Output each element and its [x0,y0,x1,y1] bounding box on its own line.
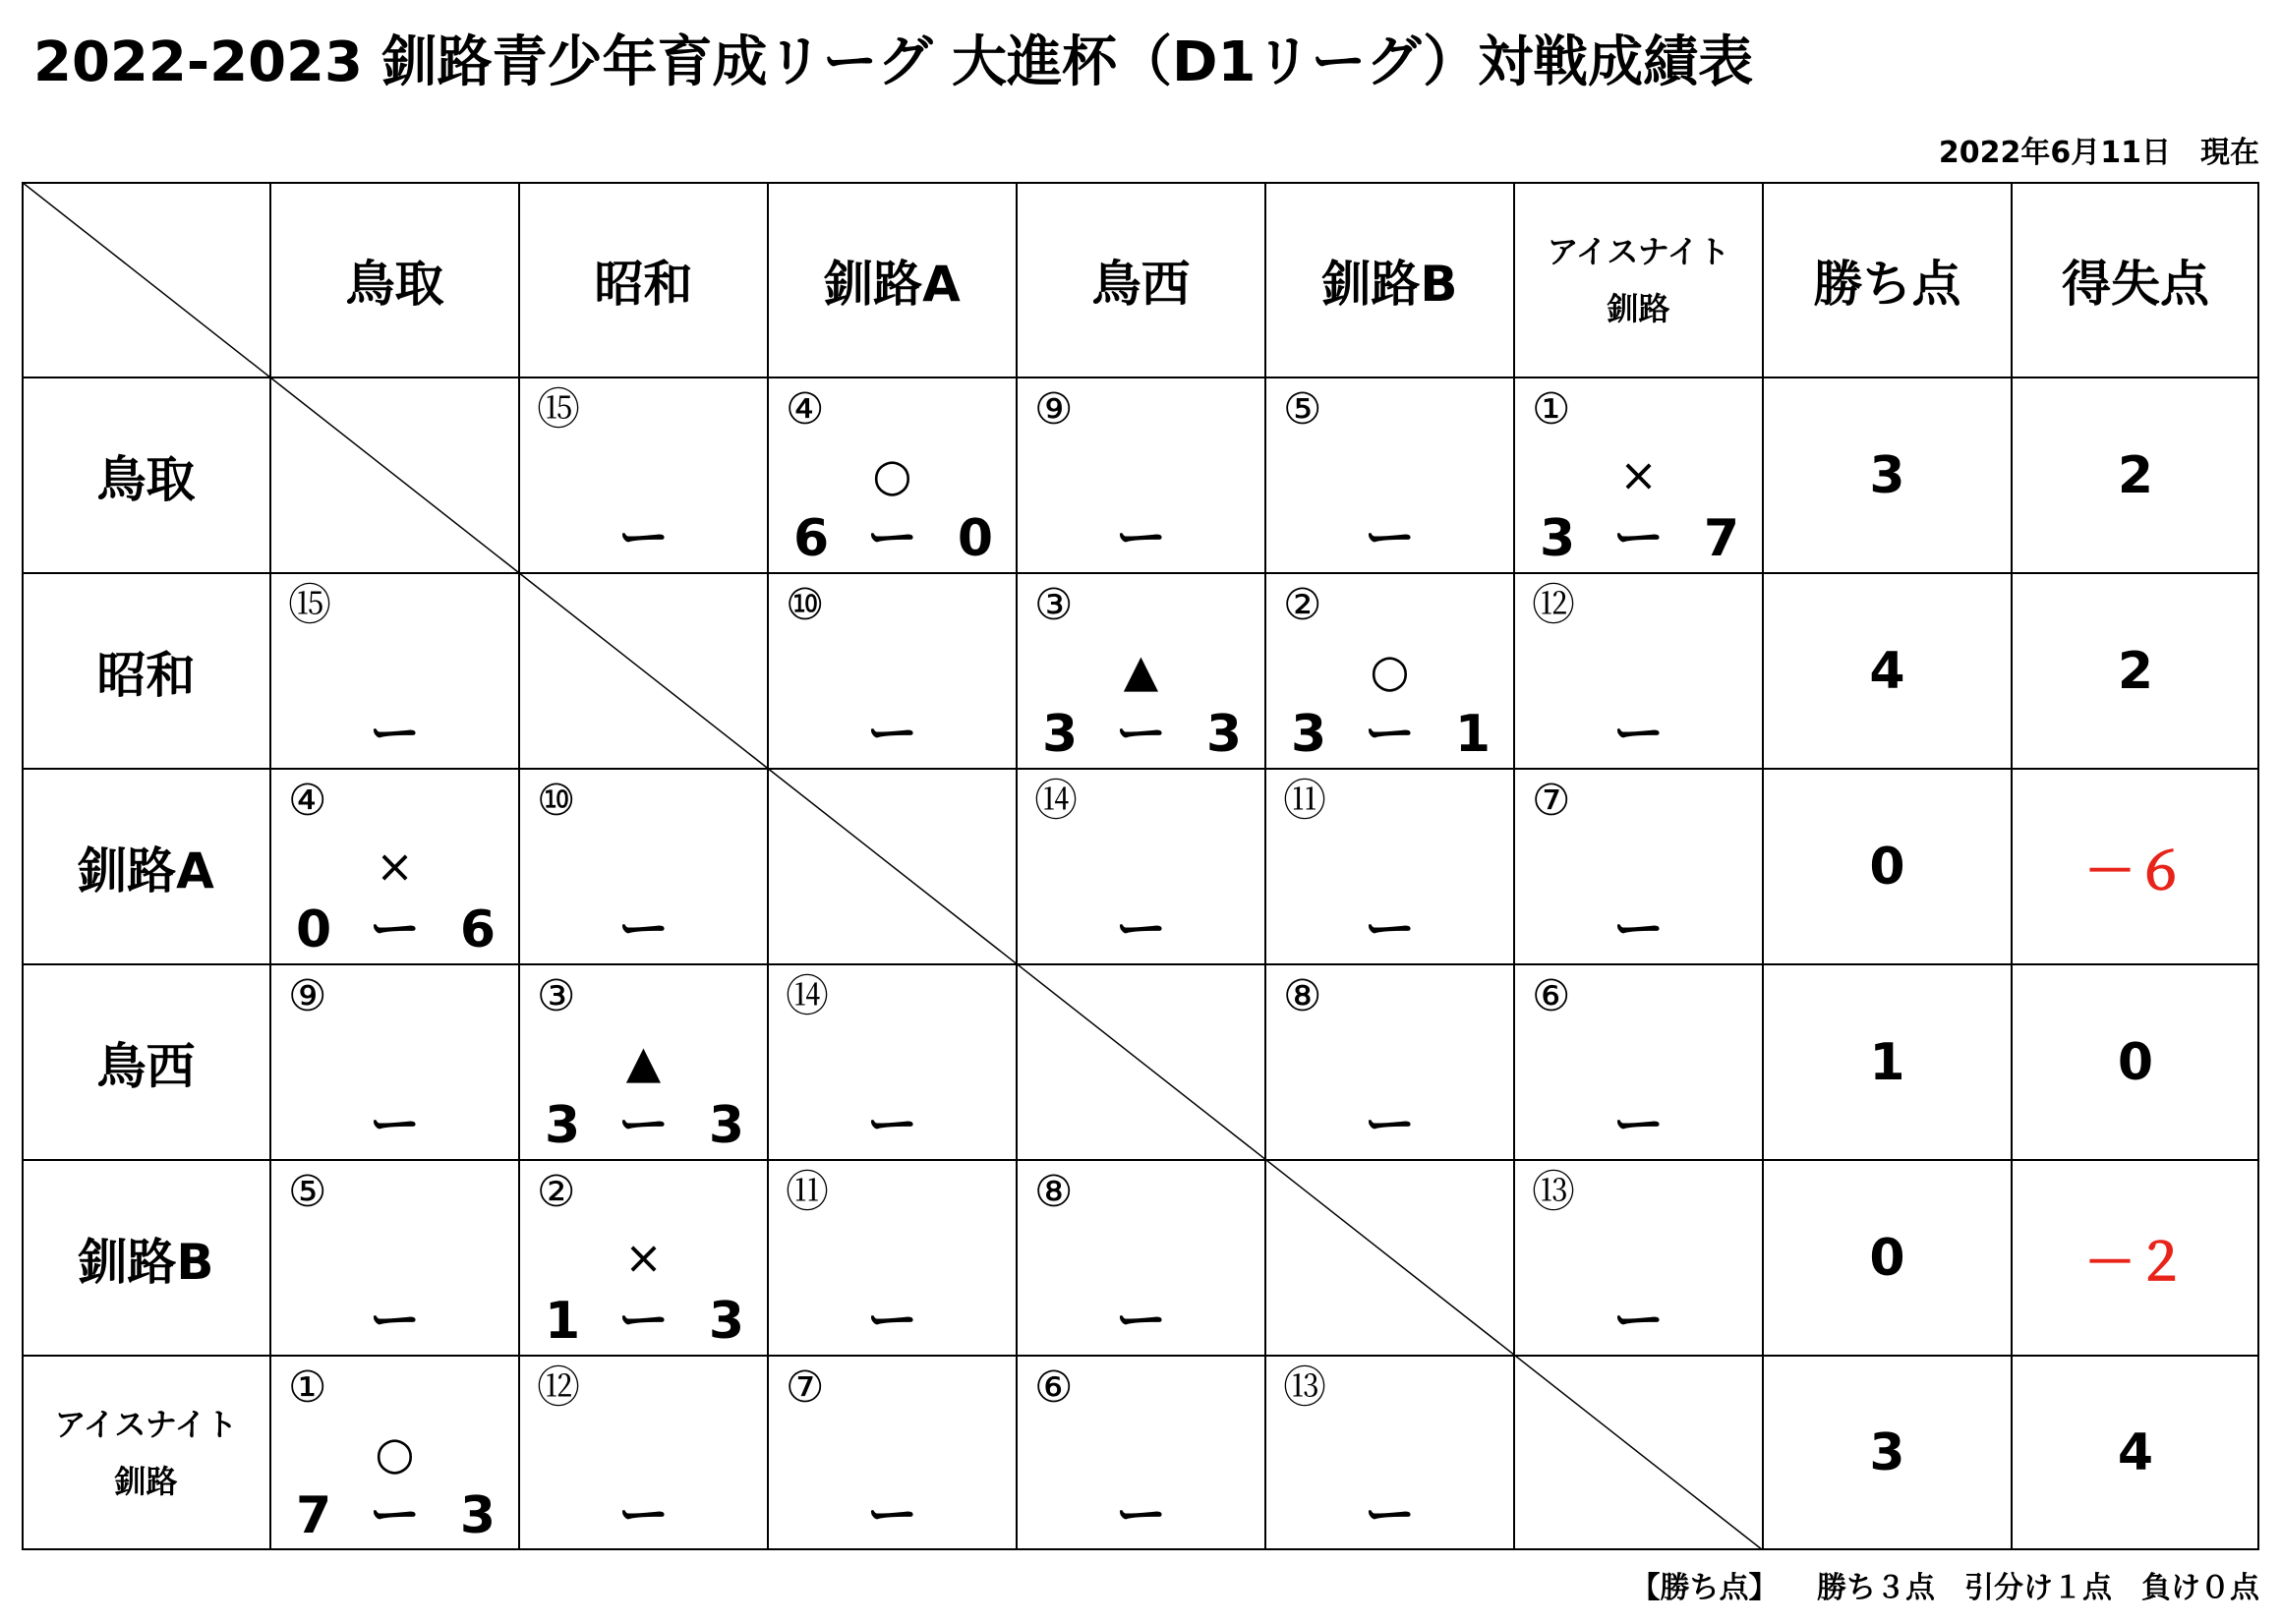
match-cell [768,1160,1017,1356]
score-right: 6 [459,900,496,959]
row-header-team: 鳥取 [96,450,196,508]
match-cell [1514,769,1763,964]
score-left: 3 [1291,705,1327,764]
match-cell [519,377,768,573]
match-cell [1514,1160,1763,1356]
match-score [270,1095,519,1156]
match-number: ② [537,1167,576,1217]
label-line: アイスナイト [1547,232,1730,270]
column-header: 勝ち点 [1813,255,1961,313]
match-cell [1265,964,1514,1160]
points-value: 0 [1869,1228,1905,1288]
result-mark: ○ [872,448,912,501]
match-cell [519,769,768,964]
match-cell [519,964,768,1160]
match-number: ⑫ [1532,580,1575,630]
match-number: ③ [537,971,576,1021]
points-value: 1 [1869,1032,1905,1092]
label-line: アイスナイト [54,1406,238,1443]
match-number: ⑮ [288,580,331,630]
match-cell [768,377,1017,573]
score-dash: ー [1612,509,1665,568]
match-number: ⑨ [1034,384,1074,435]
match-cell [1017,1356,1265,1550]
column-header: 鳥取 [345,255,444,313]
column-header: 昭和 [594,255,693,313]
score-dash: ー [617,900,670,959]
score-dash: ー [369,900,421,959]
points-value: 3 [1869,445,1905,505]
column-header: 釧路A [824,255,961,313]
match-number: ⑤ [1283,384,1322,435]
match-score [1514,508,1763,569]
score-dash: ー [369,1486,421,1545]
score-dash: ー [1612,900,1665,959]
match-score [1017,704,1265,765]
match-number: ④ [786,384,825,435]
match-score [1265,508,1514,569]
match-cell [270,769,519,964]
match-score [1265,1095,1514,1156]
match-number: ① [288,1363,327,1413]
score-left: 0 [296,900,332,959]
score-right: 3 [708,1292,744,1351]
match-score [519,899,768,960]
match-cell [1265,1356,1514,1550]
match-cell [768,1356,1017,1550]
match-cell [519,1160,768,1356]
score-left: 1 [545,1292,581,1351]
score-dash: ー [1364,1486,1416,1545]
match-cell [1265,769,1514,964]
match-score [519,1095,768,1156]
match-number: ⑭ [786,971,829,1021]
result-mark: ○ [1370,644,1410,697]
match-number: ⑬ [1283,1363,1326,1413]
match-cell [1514,573,1763,769]
self-cell [1017,964,1265,1160]
match-score [1017,1485,1265,1546]
match-cell [270,573,519,769]
goal-difference-value: 2 [2117,641,2154,701]
as-of-date: 2022年6月11日 現在 [1938,136,2259,170]
match-number: ⑩ [786,580,825,630]
column-header: 鳥西 [1091,255,1191,313]
score-dash: ー [1115,509,1167,568]
score-left: 3 [545,1096,581,1155]
result-mark: ○ [375,1426,415,1479]
match-score [519,1291,768,1352]
match-number: ⑤ [288,1167,327,1217]
score-dash: ー [617,509,670,568]
result-mark: ▲ [1123,644,1159,697]
goal-difference-value: 2 [2117,445,2154,505]
corner-diagonal-line [22,182,270,377]
score-dash: ー [866,509,918,568]
match-number: ⑪ [786,1167,829,1217]
match-cell [1265,573,1514,769]
match-score [768,704,1017,765]
match-cell [1017,1160,1265,1356]
score-dash: ー [1115,1292,1167,1351]
score-dash: ー [369,705,421,764]
match-cell [1017,377,1265,573]
score-left: 7 [296,1486,332,1545]
match-score [270,704,519,765]
score-dash: ー [1364,900,1416,959]
match-number: ⑦ [1532,776,1571,826]
match-number: ⑨ [288,971,327,1021]
points-value: 0 [1869,837,1905,897]
match-score [1017,508,1265,569]
standings-table [22,182,2259,1550]
goal-difference-value: －２ [2083,1234,2187,1293]
score-right: 1 [1454,705,1491,764]
score-dash: ー [866,1292,918,1351]
match-score [768,1291,1017,1352]
match-score [768,1485,1017,1546]
match-number: ⑩ [537,776,576,826]
score-left: 3 [1540,509,1576,568]
match-score [1514,1291,1763,1352]
score-dash: ー [1612,705,1665,764]
row-header-team [22,1356,270,1550]
score-dash: ー [617,1292,670,1351]
column-header: 釧路B [1321,255,1458,313]
match-score [270,1485,519,1546]
score-right: 3 [1205,705,1242,764]
match-number: ③ [1034,580,1074,630]
points-legend: 【勝ち点】 勝ち３点 引分け１点 負け０点 [1630,1571,2259,1605]
match-number: ⑥ [1034,1363,1074,1413]
match-score [768,1095,1017,1156]
match-number: ⑪ [1283,776,1326,826]
result-mark: × [376,840,414,893]
match-cell [1514,377,1763,573]
points-value: 4 [1869,641,1905,701]
match-cell [768,964,1017,1160]
score-dash: ー [866,1096,918,1155]
score-left: 3 [1042,705,1079,764]
match-score [519,1485,768,1546]
row-header-team: 釧路B [78,1233,214,1291]
row-header-team: 釧路A [78,841,214,899]
match-cell [519,1356,768,1550]
score-dash: ー [617,1486,670,1545]
match-number: ④ [288,776,327,826]
result-mark: ▲ [625,1035,662,1088]
score-dash: ー [1115,1486,1167,1545]
self-cell [1514,1356,1763,1550]
score-dash: ー [866,1486,918,1545]
match-score [1514,704,1763,765]
score-dash: ー [369,1292,421,1351]
self-cell [1265,1160,1514,1356]
match-score [1514,1095,1763,1156]
match-score [1017,899,1265,960]
score-dash: ー [1115,705,1167,764]
self-cell [519,573,768,769]
result-mark: × [624,1231,663,1284]
match-score [270,1291,519,1352]
score-right: 3 [708,1096,744,1155]
match-number: ⑦ [786,1363,825,1413]
match-number: ⑧ [1283,971,1322,1021]
match-cell [270,964,519,1160]
column-header [1514,182,1763,377]
match-cell [1017,573,1265,769]
match-number: ⑭ [1034,776,1078,826]
score-right: 0 [957,509,993,568]
row-header-team: 鳥西 [96,1037,196,1095]
page-title: 2022-2023 釧路青少年育成リーグ 大進杯（D1リーグ）対戦成績表 [33,30,1754,94]
match-score [519,508,768,569]
goal-difference-value: －６ [2083,842,2187,901]
score-dash: ー [1364,509,1416,568]
score-left: 6 [793,509,830,568]
match-score [1265,899,1514,960]
match-number: ⑮ [537,384,580,435]
label-line: 釧路 [114,1463,178,1500]
self-cell [270,377,519,573]
self-cell [768,769,1017,964]
match-score [1514,899,1763,960]
match-score [270,899,519,960]
match-cell [1514,964,1763,1160]
goal-difference-value: 4 [2117,1423,2154,1482]
column-header: 得失点 [2062,255,2209,313]
row-header-team: 昭和 [96,646,196,704]
match-number: ⑥ [1532,971,1571,1021]
match-cell [1017,769,1265,964]
match-score [1265,704,1514,765]
match-number: ⑧ [1034,1167,1074,1217]
score-dash: ー [1364,705,1416,764]
score-dash: ー [1612,1292,1665,1351]
match-cell [270,1160,519,1356]
match-score [1265,1485,1514,1546]
goal-difference-value: 0 [2117,1032,2154,1092]
label-line: 釧路 [1607,289,1670,327]
match-cell [1265,377,1514,573]
score-right: 3 [459,1486,496,1545]
match-cell [270,1356,519,1550]
points-value: 3 [1869,1423,1905,1482]
match-number: ⑬ [1532,1167,1575,1217]
score-dash: ー [369,1096,421,1155]
score-dash: ー [1612,1096,1665,1155]
score-dash: ー [866,705,918,764]
score-dash: ー [1364,1096,1416,1155]
match-number: ① [1532,384,1571,435]
match-number: ⑫ [537,1363,580,1413]
match-score [1017,1291,1265,1352]
match-score [768,508,1017,569]
score-right: 7 [1703,509,1739,568]
match-number: ② [1283,580,1322,630]
result-mark: × [1619,448,1658,501]
score-dash: ー [617,1096,670,1155]
score-dash: ー [1115,900,1167,959]
match-cell [768,573,1017,769]
